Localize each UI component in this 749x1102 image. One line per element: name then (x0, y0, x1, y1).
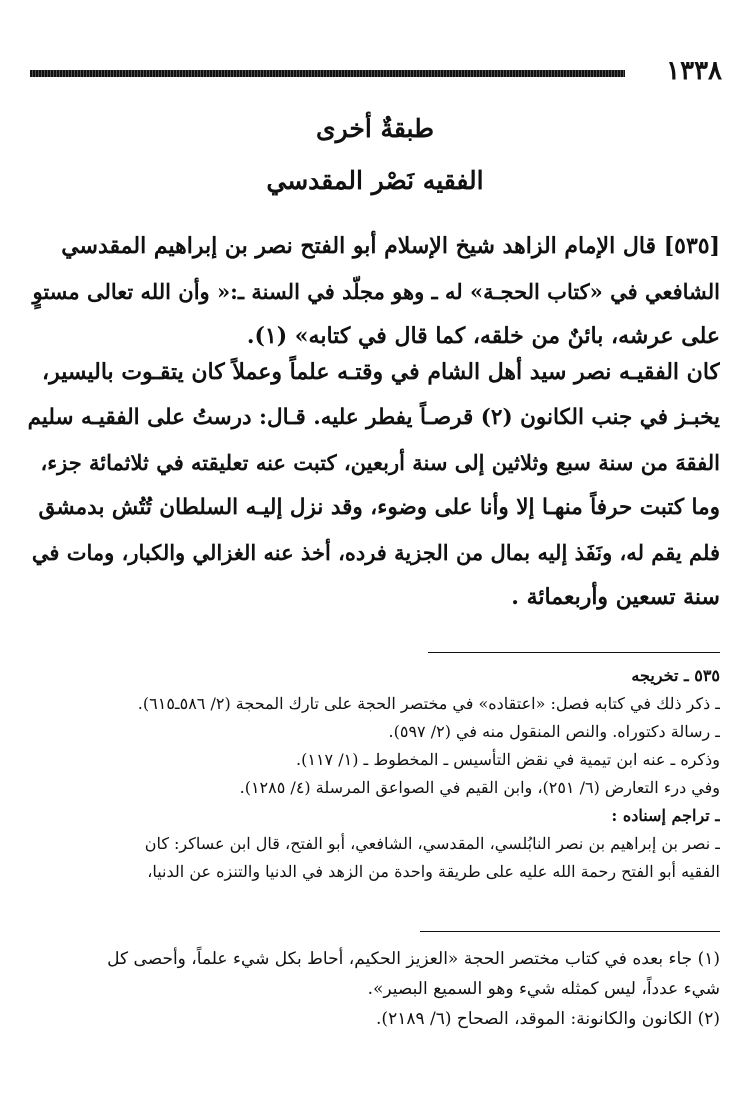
footnote-line: شيء عدداً، ليس كمثله شيء وهو السميع البصير». (367, 979, 720, 999)
text-line: يخبـز في جنب الكانون (٢) قرصـاً يفطر عليه. قـال: درستُ على الفقيـه سليم (28, 405, 720, 430)
text-line: الشافعي في «كتاب الحجـة» له ـ وهو مجلّد في السنة ـ:« وأن الله تعالى مستوٍ (32, 279, 720, 304)
section-heading: طبقةٌ أخرى (316, 114, 434, 143)
subject-heading: الفقيه نَصْر المقدسي (266, 166, 484, 195)
note-line: وذكره ـ عنه ابن تيمية في نقض التأسيس ـ المخطوط ـ (١/ ١١٧). (296, 750, 720, 769)
footnotes-divider (420, 931, 720, 932)
text-line: كان الفقيـه نصر سيد أهل الشام في وقتـه علماً وعملاً كان يتقـوت باليسير، (41, 359, 720, 385)
note-line: ـ نصر بن إبراهيم بن نصر النابُلسي، المقدسي، الشافعي، أبو الفتح، قال ابن عساكر: كان (144, 834, 720, 853)
note-line: ٥٣٥ ـ تخريجه (631, 666, 720, 685)
text-line: [٥٣٥] قال الإمام الزاهد شيخ الإسلام أبو الفتح نصر بن إبراهيم المقدسي (61, 233, 720, 259)
text-line: الفقهَ من سنة سبع وثلاثين إلى سنة أربعين، كتبت عنه تعليقته في ثلاثمائة جزء، (40, 450, 720, 475)
text-line: سنة تسعين وأربعمائة . (511, 584, 720, 610)
note-line: الفقيه أبو الفتح رحمة الله عليه على طريقة واحدة من الزهد في الدنيا والتنزه عن الدنيا، (147, 862, 720, 881)
page-number: ١٣٣٨ (666, 56, 722, 86)
footnotes (28, 944, 720, 1034)
notes-divider (428, 652, 720, 653)
paragraph-biography (28, 350, 720, 620)
note-line: ـ تراجم إسناده : (611, 806, 720, 825)
footnote-line: (٢) الكانون والكانونة: الموقد، الصحاح (٦/ ٢١٨٩). (376, 1009, 720, 1029)
header-rule (30, 70, 625, 77)
text-line: وما كتبت حرفاً منهـا إلا وأنا على وضوء، وقد نزل إليـه السلطان تُتُش بدمشق (38, 495, 720, 520)
takhrij-notes (28, 662, 720, 886)
footnote-line: (١) جاء بعده في كتاب مختصر الحجة «العزيز الحكيم، أحاط بكل شيء علماً، وأحصى كل (107, 949, 720, 969)
text-line: فلم يقم له، ونَفَذ إليه بمال من الجزية فرده، أخذ عنه الغزالي والكبار، ومات في (31, 540, 720, 565)
note-line: ـ ذكر ذلك في كتابه فصل: «اعتقاده» في مختصر الحجة على تارك المحجة (٢/ ٥٨٦ـ٦١٥). (137, 694, 720, 713)
note-line: ـ رسالة دكتوراه. والنص المنقول منه في (٢/ ٥٩٧). (388, 722, 720, 741)
paragraph-quote (28, 224, 720, 359)
note-line: وفي درء التعارض (٦/ ٢٥١)، وابن القيم في الصواعق المرسلة (٤/ ١٢٨٥). (239, 778, 720, 797)
text-line: على عرشه، بائنٌ من خلقه، كما قال في كتابه» (١). (246, 323, 720, 349)
